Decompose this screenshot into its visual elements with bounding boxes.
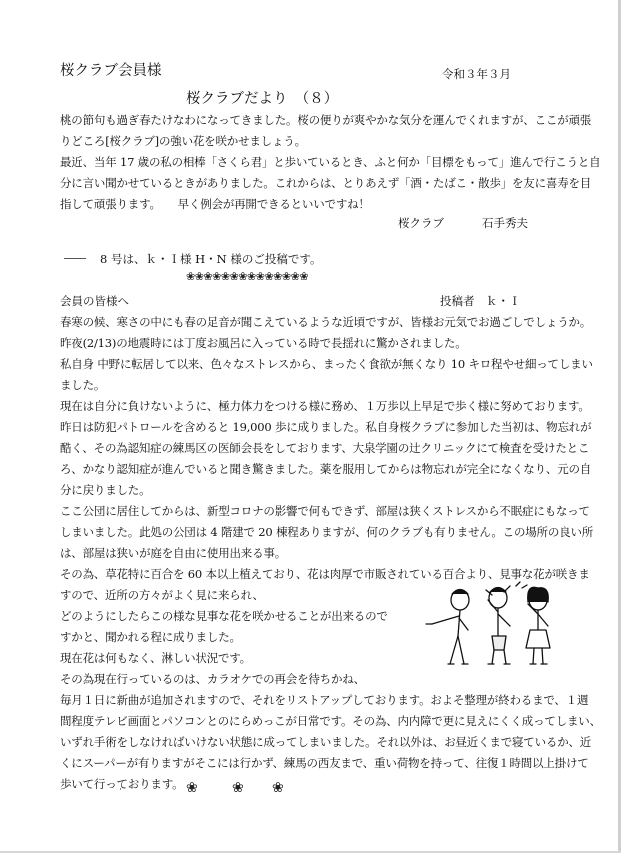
letter-line: ろ、かなり認知症が進んでいると聞き驚きました。薬を服用してからは物忘れが完全になくなり、元の自 — [60, 462, 592, 476]
letter-body — [60, 312, 601, 795]
letter-line: 現在花は何もなく、淋しい状況です。 — [60, 651, 251, 665]
letter-line: 酷く、その為認知症の練馬区の医師会長をしております、大泉学園の辻クリニックにて検査を受けたとこ — [60, 441, 590, 455]
intro-line: 指して頑張ります。 早く例会が再開できるといいですね！ — [60, 197, 370, 211]
letter-greeting: 会員の皆様へ — [60, 294, 129, 308]
surprise-marks — [516, 582, 527, 588]
letter-line: いずれ手術をしなければいけない状態に成ってしまいました。それ以外は、お昼近くまで寝ているか、近 — [60, 735, 592, 749]
letter-line: 歩いて行っております。 — [60, 777, 184, 791]
flower-ornament-row: ❀❀❀❀❀❀❀❀❀❀❀❀❀❀ — [186, 270, 309, 283]
person-pointing-figure — [426, 590, 469, 665]
letter-line: 私自身 中野に転居して以来、色々なストレスから、まったく食欲が無くなり 10 キロ程やせ細ってしまい — [60, 357, 593, 371]
letter-line: 毎月１日に新曲が追加されますので、それをリストアップしております。およそ整理が終わるまで、１週 — [60, 693, 589, 707]
letter-line: しまいました。此処の公団は 4 階建で 20 棟程ありますが、何のクラブも有りません。この場所の良い所 — [60, 525, 594, 539]
stray-mark: ˙ — [118, 788, 123, 799]
flower-icon: ❀ — [186, 780, 198, 796]
intro-line: 桃の節句も過ぎ春たけなわになってきました。桜の便りが爽やかな気分を運んでくれますが、ここが頑張 — [60, 113, 592, 127]
letter-line: 春寒の候、寒さの中にも春の足音が聞こえているような近頃ですが、皆様お元気でお過ごしでしょうか。 — [60, 315, 592, 329]
letter-line: どのようにしたらこの様な見事な花を咲かせることが出来るので — [60, 609, 388, 623]
intro-line: 最近、当年 17 歳の私の相棒「さくら君」と歩いているとき、ふと何か「目標をもって」進んで行こうと自 — [60, 155, 601, 169]
intro-line: 分に言い聞かせているときがありました。これからは、とりあえず「酒・たばこ・散歩」を友に喜寿を目 — [60, 176, 592, 190]
letter-line: ました。 — [60, 378, 106, 392]
signature-name: 石手秀夫 — [482, 216, 528, 230]
newsletter-title: 桜クラブだより （８） — [186, 91, 339, 107]
signature-org: 桜クラブ — [398, 216, 444, 230]
person-woman-figure — [526, 587, 550, 664]
letter-line: 間程度テレビ画面とパソコンとのにらめっこが日常です。その為、内内障で更に見えにくく成ってしまい、 — [60, 714, 601, 728]
letter-line: は、部屋は狭いが庭を自由に使用出来る事。 — [60, 546, 286, 560]
intro-line: りどころ[桜クラブ]の強い花を咲かせましょう。 — [60, 134, 306, 148]
letter-line: 分に戻りました。 — [60, 483, 151, 497]
divider-dash — [64, 258, 86, 259]
letter-line: その為現在行っているのは、カラオケでの再会を待ちかね、 — [60, 672, 365, 686]
contribution-notice: 8 号は、ｋ・Ｉ様 H・N 様のご投稿です。 — [100, 252, 322, 266]
intro-paragraph — [60, 110, 601, 215]
letter-author: 投稿者 ｋ・Ｉ — [440, 294, 521, 308]
letter-line: ここ公団に居住してからは、新型コロナの影響で何もできず、部屋は狭くストレスから不眠症にもなって — [60, 504, 590, 518]
letter-line: 昨夜(2/13)の地震時には丁度お風呂に入っている時で長揺れに驚かされました。 — [60, 336, 467, 350]
letter-line: すかと、聞かれる程に成りました。 — [60, 630, 241, 644]
letter-line: 昨日は防犯パトロールを含めると 19,000 歩に成りました。私自身桜クラブに参加した当初は、物忘れが — [60, 420, 592, 434]
three-people-illustration — [420, 580, 568, 670]
addressee: 桜クラブ会員様 — [60, 63, 162, 79]
issue-date: 令和３年３月 — [442, 67, 511, 81]
letter-line: その為、草花特に百合を 60 本以上植えており、花は肉厚で市販されている百合より、見事な花が咲きま — [60, 567, 590, 581]
letter-line: 現在は自分に負けないように、極力体力をつける様に務め、１万歩以上早足で歩く様に努めております。 — [60, 399, 590, 413]
letter-line: すので、近所の方々がよく見に来られ、 — [60, 588, 264, 602]
flower-icon: ❀ — [272, 780, 284, 796]
flower-icon: ❀ — [232, 780, 244, 796]
person-shading-eyes-figure — [486, 586, 510, 664]
letter-line: くにスーパーが有りますがそこには行かず、練馬の西友まで、重い荷物を持って、往復１時間以上掛けて — [60, 756, 589, 770]
